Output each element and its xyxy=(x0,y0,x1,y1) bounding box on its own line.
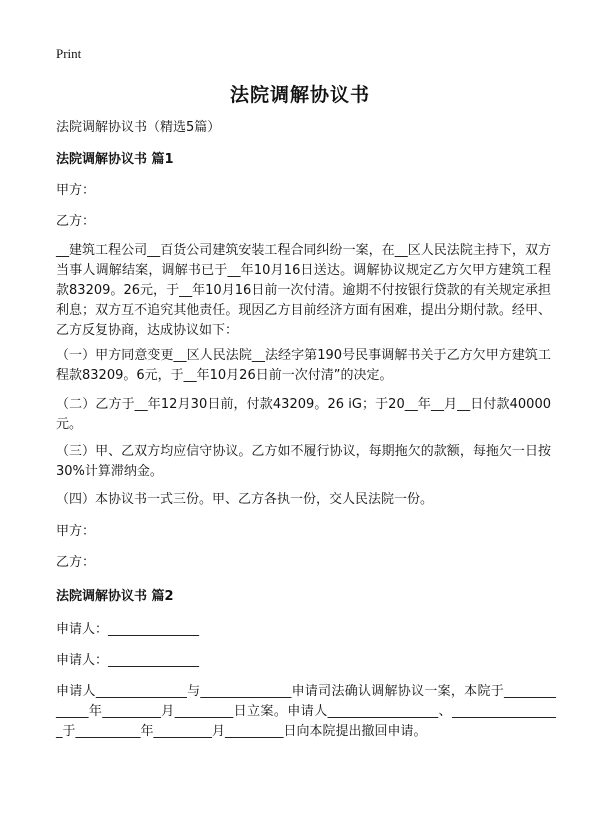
clause-4: （四）本协议书一式三份。甲、乙方各执一份，交人民法院一份。 xyxy=(56,492,434,507)
applicant-1-line: 申请人：______________ xyxy=(56,622,200,637)
document-subtitle: 法院调解协议书（精选5篇） xyxy=(56,120,221,135)
party-a-label: 甲方： xyxy=(56,183,96,198)
clause-3: （三）甲、乙双方均应信守协议。乙方如不履行协议，每期拖欠的款额，每拖欠一日按30%计算滞纳金。 xyxy=(56,444,551,479)
applicant-2-line: 申请人：______________ xyxy=(56,653,200,668)
document-title: 法院调解协议书 xyxy=(229,84,370,106)
section2-heading: 法院调解协议书 篇2 xyxy=(56,589,174,604)
party-b-signature-label: 乙方： xyxy=(56,555,96,570)
main-paragraph: __建筑工程公司__百货公司建筑安装工程合同纠纷一案，在__区人民法院主持下，双方当事人调解结案，调解书已于__年10月16日送达。调解协议规定乙方欠甲方建筑工程款83209。26元，于__年10月16日前一次付清。逾期不付按银行贷款的有关规定承担利息；双方互不追究其他责任。现因乙方目前经济方面有困难，提出分期付款。经甲、乙方反复协商，达成协议如下： xyxy=(56,243,551,338)
party-a-signature-label: 甲方： xyxy=(56,524,96,539)
clause-2: （二）乙方于__年12月30日前，付款43209。26 iG；于20__年__月__日付款40000元。 xyxy=(56,397,551,432)
clause-1: （一）甲方同意变更__区人民法院__法经字第190号民事调解书关于乙方欠甲方建筑工程款83209。6元，于__年10月26日前一次付清”的决定。 xyxy=(56,348,551,383)
party-b-label: 乙方： xyxy=(56,214,96,229)
print-label: Print xyxy=(56,46,82,61)
section1-heading: 法院调解协议书 篇1 xyxy=(56,152,174,167)
withdrawal-paragraph: 申请人______________与______________申请司法确认调解协议一案，本院于_____________年_________月_________日立案。申请人_________________、_________________于__________年_________月_________日向本院提出撤回申请。 xyxy=(56,684,556,739)
